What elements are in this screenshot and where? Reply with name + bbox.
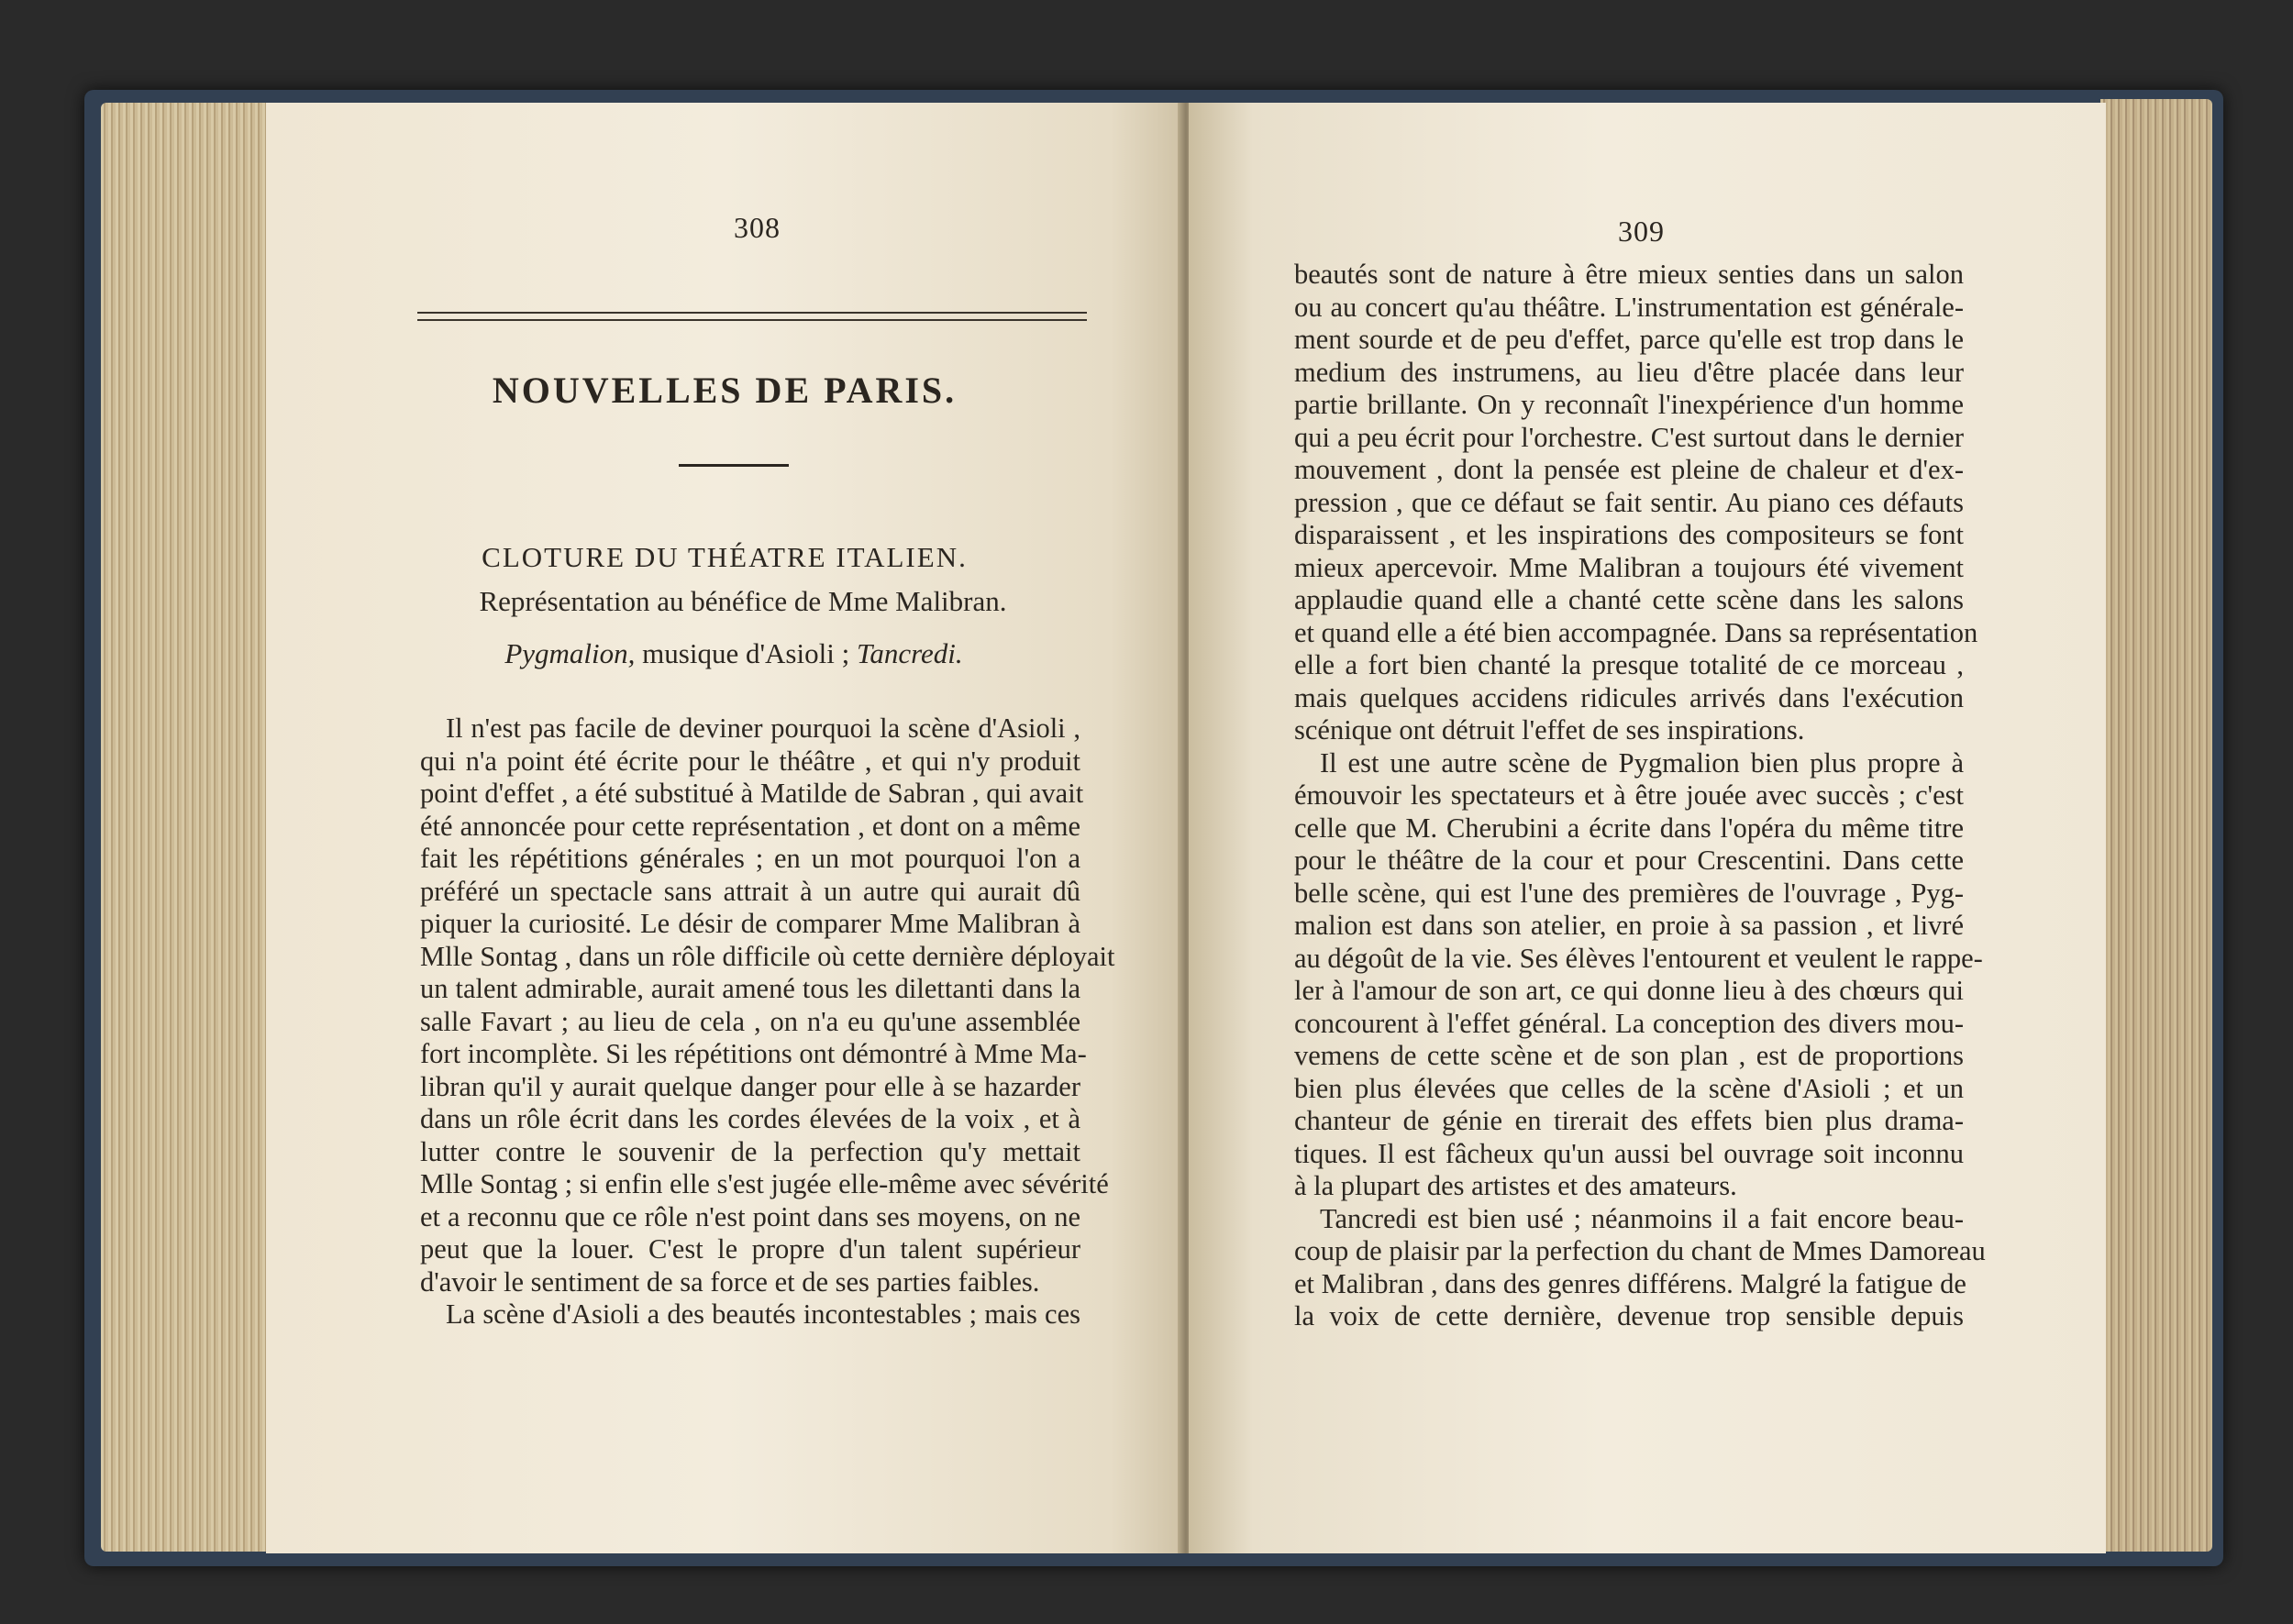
body-line: ment sourde et de peu d'effet, parce qu'elle est trop dans le <box>1294 324 1964 355</box>
body-line: concourent à l'effet général. La conception des divers mou- <box>1294 1007 1964 1039</box>
body-line: Mlle Sontag ; si enfin elle s'est jugée elle-même avec sévérité <box>420 1168 1109 1199</box>
right-body-text <box>1294 259 1986 1333</box>
body-line: à la plupart des artistes et des amateurs. <box>1294 1170 1737 1201</box>
page-edges-right <box>2100 99 2212 1552</box>
body-line: d'avoir le sentiment de sa force et de ses parties faibles. <box>420 1265 1040 1298</box>
body-line: un talent admirable, aurait amené tous les dilettanti dans la <box>420 973 1080 1004</box>
body-line: point d'effet , a été substitué à Matilde de Sabran , qui avait <box>420 778 1084 809</box>
body-line: préféré un spectacle sans attrait à un autre qui aurait dû <box>420 875 1080 907</box>
body-line: scénique ont détruit l'effet de ses inspirations. <box>1294 714 1805 746</box>
body-line: ler à l'amour de son art, ce qui donne lieu à des chœurs qui <box>1294 975 1964 1006</box>
page-edges-left <box>101 103 284 1552</box>
body-line: coup de plaisir par la perfection du chant de Mmes Damoreau <box>1294 1235 1986 1266</box>
body-line: fait les répétitions générales ; en un mot pourquoi l'on a <box>420 843 1080 874</box>
body-line: Mlle Sontag , dans un rôle difficile où cette dernière déployait <box>420 940 1115 972</box>
body-line: partie brillante. On y reconnaît l'inexpérience d'un homme <box>1294 389 1964 420</box>
body-line: mieux apercevoir. Mme Malibran a toujours été vivement <box>1294 551 1964 583</box>
subheading-benefit: Représentation au bénéfice de Mme Malibran. <box>479 585 1007 617</box>
body-line: salle Favart ; au lieu de cela , on n'a eu qu'une assemblée <box>420 1005 1080 1037</box>
body-line: et Malibran , dans des genres différens. Malgré la fatigue de <box>1294 1267 1966 1299</box>
body-line: et a reconnu que ce rôle n'est point dans ses moyens, on ne <box>420 1200 1080 1232</box>
body-line: qui n'a point été écrite pour le théâtre , et qui n'y produit <box>420 745 1080 777</box>
body-line: Tancredi est bien usé ; néanmoins il a fait encore beau- <box>1320 1202 1964 1234</box>
body-line: libran qu'il y aurait quelque danger pour elle à se hazarder <box>420 1070 1080 1102</box>
body-line: disparaissent , et les inspirations des compositeurs se font <box>1294 519 1964 550</box>
body-line: elle a fort bien chanté la presque totalité de ce morceau , <box>1294 649 1964 680</box>
body-line: lutter contre le souvenir de la perfection qu'y mettait <box>420 1135 1080 1167</box>
body-line: vemens de cette scène et de son plan , est de proportions <box>1294 1040 1964 1071</box>
body-line: mais quelques accidens ridicules arrivés dans l'exécution <box>1294 681 1964 713</box>
page-title: NOUVELLES DE PARIS. <box>492 370 958 411</box>
body-line: applaudie quand elle a chanté cette scène dans les salons <box>1294 584 1964 615</box>
body-line: fort incomplète. Si les répétitions ont démontré à Mme Ma- <box>420 1038 1087 1069</box>
body-line: Il n'est pas facile de deviner pourquoi la scène d'Asioli , <box>446 713 1080 744</box>
body-line: été annoncée pour cette représentation , et dont on a même <box>420 810 1080 842</box>
body-line: beautés sont de nature à être mieux senties dans un salon <box>1294 259 1964 290</box>
body-line: pour le théâtre de la cour et pour Crescentini. Dans cette <box>1294 845 1964 876</box>
page-number-left: 308 <box>734 211 781 244</box>
body-line: chanteur de génie en tirerait des effets bien plus drama- <box>1294 1105 1964 1136</box>
body-line: ou au concert qu'au théâtre. L'instrumentation est générale- <box>1294 291 1964 323</box>
body-line: peut que la louer. C'est le propre d'un talent supérieur <box>420 1233 1080 1265</box>
subheading-pygmalion: Pygmalion, <box>504 637 636 669</box>
subheading-tancredi: Tancredi. <box>856 637 963 669</box>
subheading-program <box>275 637 1192 670</box>
page-number-right: 309 <box>1618 215 1665 248</box>
subheading-asioli: musique d'Asioli ; <box>635 637 857 669</box>
body-line: La scène d'Asioli a des beautés incontestables ; mais ces <box>446 1298 1080 1330</box>
body-line: bien plus élevées que celles de la scène d'Asioli ; et un <box>1294 1072 1964 1104</box>
body-line: medium des instrumens, au lieu d'être placée dans leur <box>1294 356 1964 388</box>
body-line: et quand elle a été bien accompagnée. Dans sa représentation <box>1294 616 1978 648</box>
section-heading: CLOTURE DU THÉATRE ITALIEN. <box>482 541 968 573</box>
body-line: la voix de cette dernière, devenue trop sensible depuis <box>1294 1300 1964 1331</box>
body-line: piquer la curiosité. Le désir de comparer Mme Malibran à <box>420 908 1080 939</box>
body-line: celle que M. Cherubini a écrite dans l'opéra du même titre <box>1294 812 1964 844</box>
body-line: qui a peu écrit pour l'orchestre. C'est surtout dans le dernier <box>1294 421 1964 453</box>
header-rule <box>417 312 1087 321</box>
body-line: malion est dans son atelier, en proie à sa passion , et livré <box>1294 910 1964 941</box>
body-line: au dégoût de la vie. Ses élèves l'entourent et veulent le rappe- <box>1294 942 1983 974</box>
body-line: dans un rôle écrit dans les cordes élevées de la voix , et à <box>420 1103 1080 1134</box>
body-line: tiques. Il est fâcheux qu'un aussi bel ouvrage soit inconnu <box>1294 1137 1964 1169</box>
body-line: belle scène, qui est l'une des premières de l'ouvrage , Pyg- <box>1294 877 1964 909</box>
body-line: Il est une autre scène de Pygmalion bien plus propre à <box>1320 746 1964 779</box>
title-divider <box>679 464 789 467</box>
left-page <box>266 103 1183 1553</box>
right-page <box>1189 103 2106 1553</box>
body-line: mouvement , dont la pensée est pleine de chaleur et d'ex- <box>1294 454 1964 485</box>
body-line: pression , que ce défaut se fait sentir. Au piano ces défauts <box>1294 486 1964 518</box>
body-line: émouvoir les spectateurs et à être jouée avec succès ; c'est <box>1294 779 1964 811</box>
left-body-text <box>420 713 1115 1331</box>
